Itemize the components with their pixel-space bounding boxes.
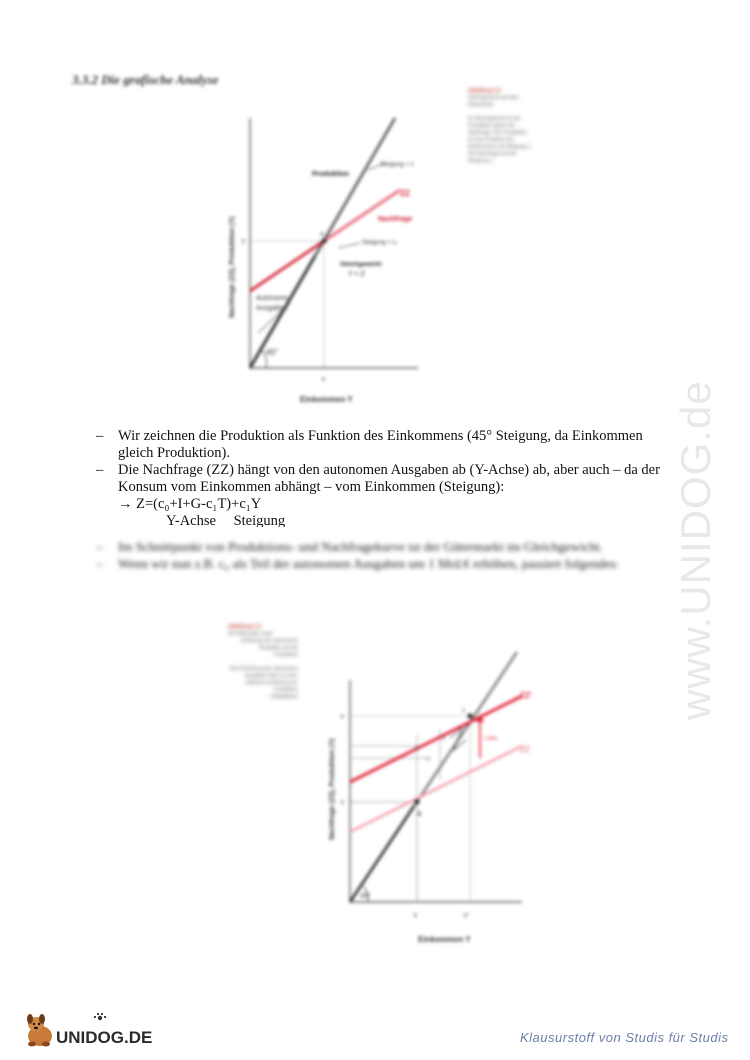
chart2-side-note-line xyxy=(228,659,298,666)
chart1-x-tick: Y xyxy=(321,377,326,384)
chart-multiplier xyxy=(322,640,542,950)
point-b-label: B xyxy=(415,746,419,752)
bullet-item xyxy=(96,462,676,496)
chart2-side-note-line: Die Wirkungen einer xyxy=(228,631,274,637)
chart1-side-note-line: ist eine Funktion des xyxy=(468,137,514,143)
blurred-bullet-list xyxy=(96,538,676,572)
chart1-ylabel: Nachfrage (ZZ), Produktion (Y) xyxy=(229,216,236,318)
bullet-text: Die Nachfrage (ZZ) hängt von den autonomen Ausgaben ab (Y-Achse) ab, aber auch – da der Konsum vom Einkommen abhängt – vom Einkommen (Steigung): xyxy=(118,462,660,495)
bullet-list xyxy=(96,428,676,527)
demand-label: Nachfrage xyxy=(378,216,413,223)
equilibrium-point xyxy=(322,239,327,244)
bullet-dash: – xyxy=(96,428,104,444)
zz-new-label: ZZ' xyxy=(520,691,532,700)
chart2-y-tick-1: Y xyxy=(340,800,345,807)
point-e xyxy=(468,714,473,719)
chart1-side-note-line: Steigung c₁. xyxy=(468,158,495,164)
zz-label: ZZ xyxy=(400,189,410,198)
footer-slogan: Klausurstoff von Studis für Studis xyxy=(520,1030,729,1045)
chart2-side-note-line: stärkeren Erhöhung der Produktion xyxy=(245,680,298,693)
bullet-item xyxy=(96,428,676,462)
angle-label: 45° xyxy=(266,348,279,357)
point-e-label: E xyxy=(462,708,466,714)
chart1-y-tick: Y xyxy=(241,239,246,246)
point-a xyxy=(415,800,420,805)
bullet-item xyxy=(96,538,676,555)
chart2-x-tick-1: Y xyxy=(413,913,418,920)
chart1-side-note-line: Gütermarkt xyxy=(468,102,494,108)
watermark-text: www.UNIDOG.de xyxy=(672,380,719,720)
production-label: Produktion xyxy=(312,171,349,178)
chart2-side-note-line: Ausgaben auf die xyxy=(259,645,298,651)
footer-logo-text: UNIDOG.DE xyxy=(56,1028,153,1047)
bullet-dash: – xyxy=(96,556,103,571)
section-heading: 3.3.2 Die grafische Analyse xyxy=(72,72,219,87)
chart2-xlabel: Einkommen Y xyxy=(418,935,471,944)
demand-line-red xyxy=(250,241,324,291)
bullet-text: Wir zeichnen die Produktion als Funktion des Einkommens (45° Steigung, da Einkommen gleich Produktion). xyxy=(118,428,643,461)
formula-under-slope: Steigung xyxy=(233,513,286,527)
chart2-ylabel: Nachfrage (ZZ), Produktion (Y) xyxy=(329,738,336,840)
production-line-lower xyxy=(250,256,315,368)
footer-logo xyxy=(22,1010,192,1052)
chart1-side-note-line xyxy=(468,109,538,116)
bullet-dash: – xyxy=(96,462,104,478)
shift-label: 1 Mrd. xyxy=(484,736,499,742)
chart2-side-note-line: Eine Erhöhung der autonomen xyxy=(229,666,298,672)
chart2-side-note-line: → Multiplikator xyxy=(264,694,298,700)
production-line-lower xyxy=(350,806,414,902)
equilibrium-label-2: Y = Z xyxy=(348,271,365,278)
chart2-side-note-line: Ausgaben führt zu einer xyxy=(244,673,298,679)
dog-icon xyxy=(27,1014,52,1047)
chart1-side-note-line: Im Gleichgewicht ist die xyxy=(468,116,521,122)
chart2-side-note-line: Erhöhung der autonomen xyxy=(241,638,298,644)
chart1-side-note-line: Einkommens mit Steigung 1. xyxy=(468,144,532,150)
chart2-side-note xyxy=(228,624,298,701)
bullet-text: Wenn wir nun z.B. c₀ als Teil der autonomen Ausgaben um 1 Mrd.€ erhöhen, passiert folgendes: xyxy=(118,556,619,571)
chart1-side-note-title: Abbildung 3.2 xyxy=(468,88,502,94)
bullet-text: Im Schnittpunkt von Produktions- und Nachfragekurve ist der Gütermarkt im Gleichgewicht. xyxy=(118,539,603,554)
bullet-dash: – xyxy=(96,539,103,554)
chart2-x-tick-2: Y' xyxy=(463,913,470,920)
zz-label: ZZ xyxy=(520,745,530,754)
autonomous-label-2: Ausgaben xyxy=(256,305,288,312)
demand-line-zz xyxy=(350,746,522,832)
slope-c1-label: Steigung = c₁ xyxy=(362,240,398,246)
chart-equilibrium xyxy=(220,108,480,408)
chart1-side-note-line: Produktion gleich der xyxy=(468,123,515,129)
autonomous-label-1: Autonome xyxy=(256,295,288,302)
chart2-side-note-title: Abbildung 3.3 xyxy=(228,624,262,630)
chart1-side-note-line: Gleichgewicht auf dem xyxy=(468,95,519,101)
point-d-label: D xyxy=(442,736,446,742)
chart2-y-tick-2: Y' xyxy=(340,715,346,721)
paw-icon xyxy=(94,1013,106,1020)
point-a-label: A xyxy=(320,232,325,238)
formula-under-yaxis: Y-Achse xyxy=(166,513,216,527)
chart2-side-note-line: Produktion xyxy=(274,652,298,658)
formula: → Z=(c₀+I+G-c₁T)+c₁Y xyxy=(118,496,262,512)
chart2-angle-label: 45° xyxy=(360,893,371,900)
formula-under xyxy=(96,513,676,527)
point-c-label: C xyxy=(426,757,430,763)
chart1-xlabel: Einkommen Y xyxy=(300,395,353,404)
chart1-side-note xyxy=(468,88,538,165)
watermark xyxy=(650,250,730,730)
slope1-label: Steigung = 1 xyxy=(380,162,414,168)
bullet-item xyxy=(96,555,676,572)
chart1-side-note-line: Die Nachfrage hat die xyxy=(468,151,517,157)
chart1-side-note-line: Nachfrage. Die Produktion xyxy=(468,130,527,136)
point-a-label: A xyxy=(417,811,422,818)
equilibrium-label-1: Gleichgewicht: xyxy=(340,262,383,268)
